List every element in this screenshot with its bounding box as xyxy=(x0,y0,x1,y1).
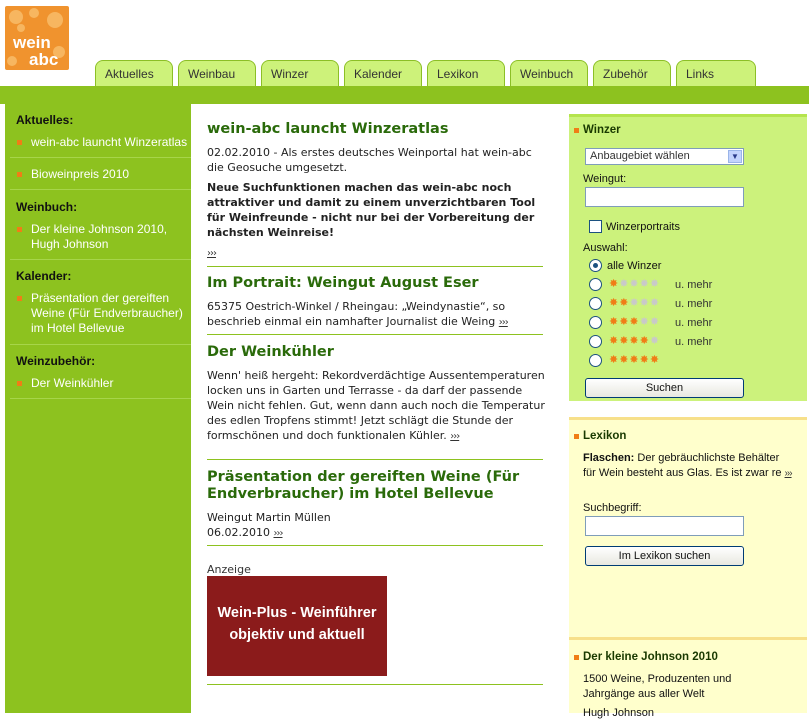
winzer-box xyxy=(569,114,807,401)
article-title-eser[interactable]: Im Portrait: Weingut August Eser xyxy=(207,275,479,291)
sidebar-divider xyxy=(10,189,191,190)
sidebar-heading-zubehoer: Weinzubehör: xyxy=(16,354,96,368)
sidebar-link-weinkuehler[interactable]: Der Weinkühler xyxy=(31,376,181,391)
sidebar-heading-weinbuch: Weinbuch: xyxy=(16,200,78,214)
article-text-weinkuehler xyxy=(207,368,547,444)
radio-1-star[interactable] xyxy=(589,278,602,291)
tab-winzer[interactable]: Winzer xyxy=(261,60,339,86)
article-text: 65375 Oestrich-Winkel / Rheingau: „Weindynastie“, so beschrieb einmal ein namhafter Journalist die Weing xyxy=(207,300,506,328)
suchbegriff-input[interactable] xyxy=(585,516,744,536)
tab-zubehoer[interactable]: Zubehör xyxy=(593,60,671,86)
sidebar-link-johnson[interactable]: Der kleine Johnson 2010, Hugh Johnson xyxy=(31,222,179,252)
winzerportraits-label: Winzerportraits xyxy=(606,221,680,233)
star-rating-4: ✸✸✸✸✸ xyxy=(609,335,661,347)
article-more-wrap xyxy=(207,245,227,261)
sidebar-link-winzeratlas[interactable]: wein-abc launcht Winzeratlas xyxy=(31,135,196,150)
article-text-eser xyxy=(207,299,547,330)
sidebar-divider xyxy=(10,344,191,345)
umehr-label: u. mehr xyxy=(675,298,713,310)
ad-label: Anzeige xyxy=(207,563,251,576)
anbaugebiet-select[interactable] xyxy=(585,148,744,165)
header xyxy=(0,0,809,86)
sidebar-divider xyxy=(10,157,191,158)
radio-alle-winzer-label: alle Winzer xyxy=(607,260,662,272)
sidebar-heading-aktuelles: Aktuelles: xyxy=(16,113,74,127)
ad-line: objektiv und aktuell xyxy=(229,627,365,643)
star-rating-2: ✸✸✸✸✸ xyxy=(609,297,661,309)
sidebar-link-praesentation[interactable]: Präsentation der gereiften Weine (Für Endverbraucher) im Hotel Bellevue xyxy=(31,291,189,336)
more-link[interactable]: ››› xyxy=(784,468,792,479)
tab-kalender[interactable]: Kalender xyxy=(344,60,422,86)
more-link[interactable]: ››› xyxy=(273,528,283,539)
main-content xyxy=(191,104,559,713)
article-text: Wenn' heiß hergeht: Rekordverdächtige Aussentemperaturen locken uns in Garten und Terrasse - da darf der passende Wein nicht fehlen. Gut, wenn dann auch noch die Temperatur des edlen Tropfens stimmt! Jetzt schlägt die Stunde der formschönen und doch funktionalen Kühler. xyxy=(207,369,545,442)
more-link[interactable]: ››› xyxy=(450,431,460,442)
radio-5-stars[interactable] xyxy=(589,354,602,367)
tab-links[interactable]: Links xyxy=(676,60,756,86)
article-divider xyxy=(207,334,543,335)
sidebar-heading-kalender: Kalender: xyxy=(16,269,72,283)
ad-banner[interactable] xyxy=(207,576,387,676)
article-divider xyxy=(207,684,543,685)
lexikon-search-button[interactable]: Im Lexikon suchen xyxy=(585,546,744,566)
umehr-label: u. mehr xyxy=(675,279,713,291)
article-text: Weingut Martin Müllen xyxy=(207,511,331,524)
wein-abc-logo[interactable] xyxy=(5,6,69,70)
lexikon-term: Flaschen: xyxy=(583,452,635,464)
article-divider xyxy=(207,266,543,267)
right-column xyxy=(559,104,809,719)
article-date: 06.02.2010 xyxy=(207,526,270,539)
ad-line: Wein-Plus - Weinführer xyxy=(217,605,377,621)
logo-text-abc: abc xyxy=(29,50,59,69)
more-link[interactable]: ››› xyxy=(207,248,216,259)
umehr-label: u. mehr xyxy=(675,317,713,329)
star-rating-3: ✸✸✸✸✸ xyxy=(609,316,661,328)
nav-bar xyxy=(0,86,809,104)
lexikon-text: Der gebräuchlichste Behälter für Wein besteht aus Glas. Es ist zwar re xyxy=(583,452,782,479)
lexikon-box xyxy=(569,417,807,642)
star-rating-5: ✸✸✸✸✸ xyxy=(609,354,661,366)
johnson-text: 1500 Weine, Produzenten und Jahrgänge aus aller Welt xyxy=(583,673,732,700)
article-title-winzeratlas[interactable]: wein-abc launcht Winzeratlas xyxy=(207,121,449,137)
johnson-author: Hugh Johnson xyxy=(583,707,654,719)
article-title-praesentation[interactable]: Präsentation der gereiften Weine (Für Endverbraucher) im Hotel Bellevue xyxy=(207,469,520,502)
more-link[interactable]: ››› xyxy=(498,317,508,328)
suchbegriff-label: Suchbegriff: xyxy=(583,502,642,514)
lexikon-box-title: Lexikon xyxy=(583,430,627,442)
radio-alle-winzer[interactable] xyxy=(589,259,602,272)
umehr-label: u. mehr xyxy=(675,336,713,348)
johnson-box-title[interactable]: Der kleine Johnson 2010 xyxy=(583,651,718,663)
weingut-input[interactable] xyxy=(585,187,744,207)
winzerportraits-checkbox[interactable] xyxy=(589,220,602,233)
article-date-line xyxy=(207,525,547,541)
tab-weinbau[interactable]: Weinbau xyxy=(178,60,256,86)
radio-3-stars[interactable] xyxy=(589,316,602,329)
radio-4-stars[interactable] xyxy=(589,335,602,348)
sidebar-link-bioweinpreis[interactable]: Bioweinpreis 2010 xyxy=(31,167,181,182)
article-lead: Neue Suchfunktionen machen das wein-abc noch attraktiver und damit zu einem unverzichtbaren Tool für Weinfreunde - nicht nur bei der Vorbereitung der nächsten Weinreise! xyxy=(207,181,536,239)
chevron-down-icon[interactable]: ▼ xyxy=(728,150,742,163)
weingut-label: Weingut: xyxy=(583,173,627,185)
star-rating-1: ✸✸✸✸✸ xyxy=(609,278,661,290)
sidebar-divider xyxy=(10,259,191,260)
article-divider xyxy=(207,545,543,546)
article-divider xyxy=(207,459,543,460)
logo-text-wein: wein xyxy=(13,33,51,52)
sidebar xyxy=(5,104,191,713)
lexikon-entry xyxy=(583,451,793,481)
suchen-button[interactable]: Suchen xyxy=(585,378,744,398)
winzer-box-title: Winzer xyxy=(583,124,621,136)
article-text: 02.02.2010 - Als erstes deutsches Weinportal hat wein-abc die Geosuche umgesetzt. xyxy=(207,146,532,174)
sidebar-divider xyxy=(10,398,191,399)
radio-2-stars[interactable] xyxy=(589,297,602,310)
article-title-weinkuehler[interactable]: Der Weinkühler xyxy=(207,344,334,360)
anbaugebiet-select-value: Anbaugebiet wählen xyxy=(590,150,690,162)
tab-lexikon[interactable]: Lexikon xyxy=(427,60,505,86)
auswahl-label: Auswahl: xyxy=(583,242,628,254)
tab-weinbuch[interactable]: Weinbuch xyxy=(510,60,588,86)
johnson-box xyxy=(569,637,807,719)
tab-aktuelles[interactable]: Aktuelles xyxy=(95,60,173,86)
